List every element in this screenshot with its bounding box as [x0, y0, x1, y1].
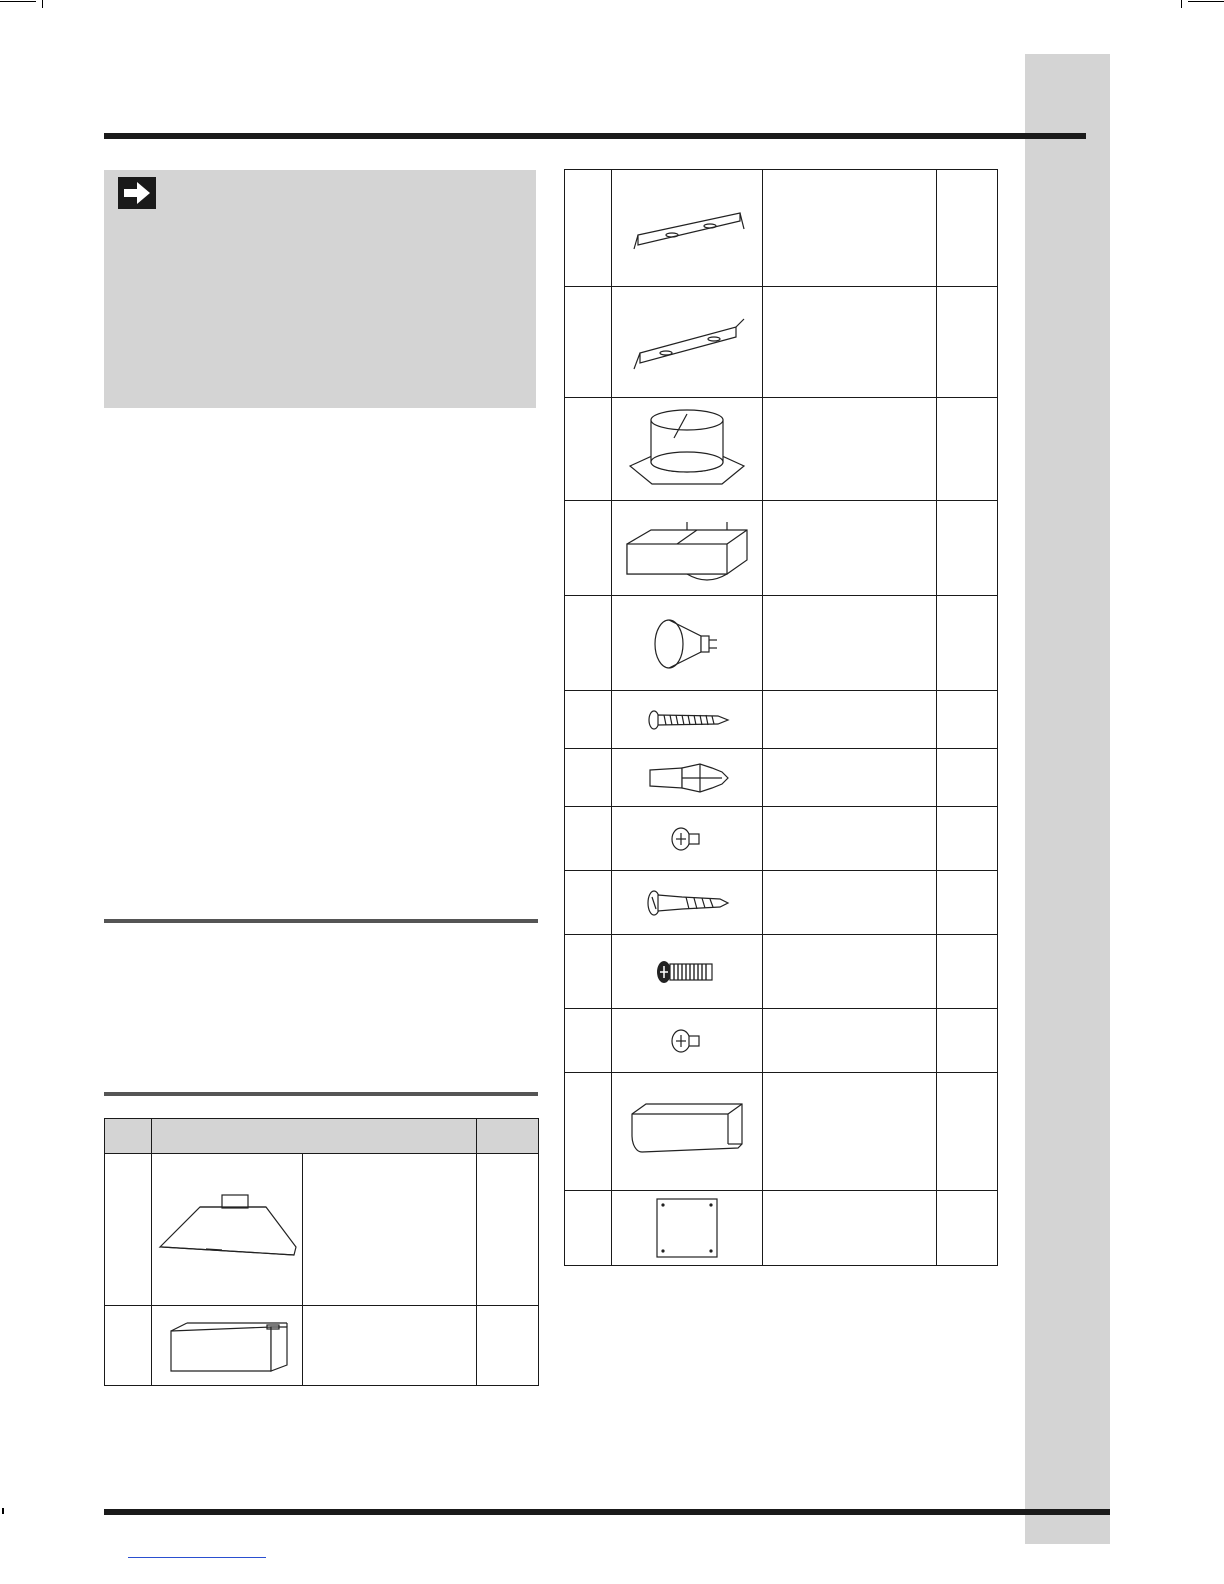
row-description [763, 501, 937, 596]
table-row [565, 749, 998, 807]
row-description [763, 1009, 937, 1073]
row-description [763, 1073, 937, 1191]
table-row [565, 170, 998, 287]
row-description [763, 871, 937, 935]
row-qty [477, 1154, 539, 1306]
crop-mark-top-left [0, 1, 36, 2]
row-qty [937, 170, 998, 287]
table-row [565, 501, 998, 596]
row-no [565, 871, 612, 935]
note-box [104, 170, 536, 408]
table-row [565, 691, 998, 749]
row-qty [937, 501, 998, 596]
row-no [565, 398, 612, 501]
crop-mark-top-right-vertical [1181, 0, 1182, 8]
row-no [565, 1009, 612, 1073]
table-row [565, 287, 998, 398]
row-qty [937, 1191, 998, 1266]
section-rule-2 [104, 1092, 538, 1096]
table-row [565, 398, 998, 501]
row-no [565, 1073, 612, 1191]
hood-canopy-icon [152, 1154, 303, 1306]
table-row [565, 1073, 998, 1191]
row-description [763, 935, 937, 1009]
row-no [565, 170, 612, 287]
edge-tick-mark [2, 1508, 4, 1514]
parts-table-left [104, 1118, 539, 1386]
machine-screw-icon [612, 935, 763, 1009]
row-description [763, 287, 937, 398]
table-row [565, 1191, 998, 1266]
halogen-bulb-icon [612, 596, 763, 691]
short-screw-icon [612, 807, 763, 871]
table-row [105, 1154, 539, 1306]
row-description [763, 691, 937, 749]
row-qty [937, 749, 998, 807]
upper-bracket-icon [612, 170, 763, 287]
row-description [763, 1191, 937, 1266]
crop-mark-top-left-vertical [42, 0, 43, 8]
row-qty [477, 1306, 539, 1386]
row-no [565, 287, 612, 398]
row-description [763, 807, 937, 871]
table-row [565, 596, 998, 691]
row-no [565, 691, 612, 749]
chimney-cover-icon [152, 1306, 303, 1386]
header-description [152, 1119, 477, 1154]
table-header-row [105, 1119, 539, 1154]
round-duct-adapter-icon [612, 398, 763, 501]
row-description [763, 596, 937, 691]
row-no [565, 596, 612, 691]
header-qty [477, 1119, 539, 1154]
footer-link-underline[interactable] [128, 1557, 266, 1558]
row-no [565, 807, 612, 871]
row-qty [937, 287, 998, 398]
duct-cover-icon [612, 1073, 763, 1191]
table-row [565, 807, 998, 871]
row-no [105, 1306, 152, 1386]
side-thumb-tab [1025, 54, 1110, 1544]
rectangular-duct-transition-icon [612, 501, 763, 596]
row-qty [937, 596, 998, 691]
row-qty [937, 1073, 998, 1191]
row-no [565, 1191, 612, 1266]
crop-mark-top-right [1188, 1, 1224, 2]
row-description [763, 749, 937, 807]
cover-plate-icon [612, 1191, 763, 1266]
row-no [105, 1154, 152, 1306]
wall-anchor-icon [612, 749, 763, 807]
parts-table-right [564, 169, 998, 1266]
table-row [565, 871, 998, 935]
table-row [565, 935, 998, 1009]
table-row [565, 1009, 998, 1073]
row-description [763, 170, 937, 287]
row-qty [937, 871, 998, 935]
short-screw-icon [612, 1009, 763, 1073]
row-no [565, 935, 612, 1009]
row-no [565, 749, 612, 807]
lower-bracket-icon [612, 287, 763, 398]
row-qty [937, 807, 998, 871]
row-qty [937, 691, 998, 749]
lag-screw-icon [612, 871, 763, 935]
header-rule [104, 133, 1086, 139]
header-no [105, 1119, 152, 1154]
row-qty [937, 398, 998, 501]
row-no [565, 501, 612, 596]
row-description [303, 1306, 477, 1386]
section-rule-1 [104, 919, 538, 923]
footer-rule [104, 1509, 1110, 1515]
row-description [303, 1154, 477, 1306]
table-row [105, 1306, 539, 1386]
row-qty [937, 935, 998, 1009]
row-description [763, 398, 937, 501]
arrow-right-icon [118, 177, 156, 209]
wood-screw-icon [612, 691, 763, 749]
row-qty [937, 1009, 998, 1073]
